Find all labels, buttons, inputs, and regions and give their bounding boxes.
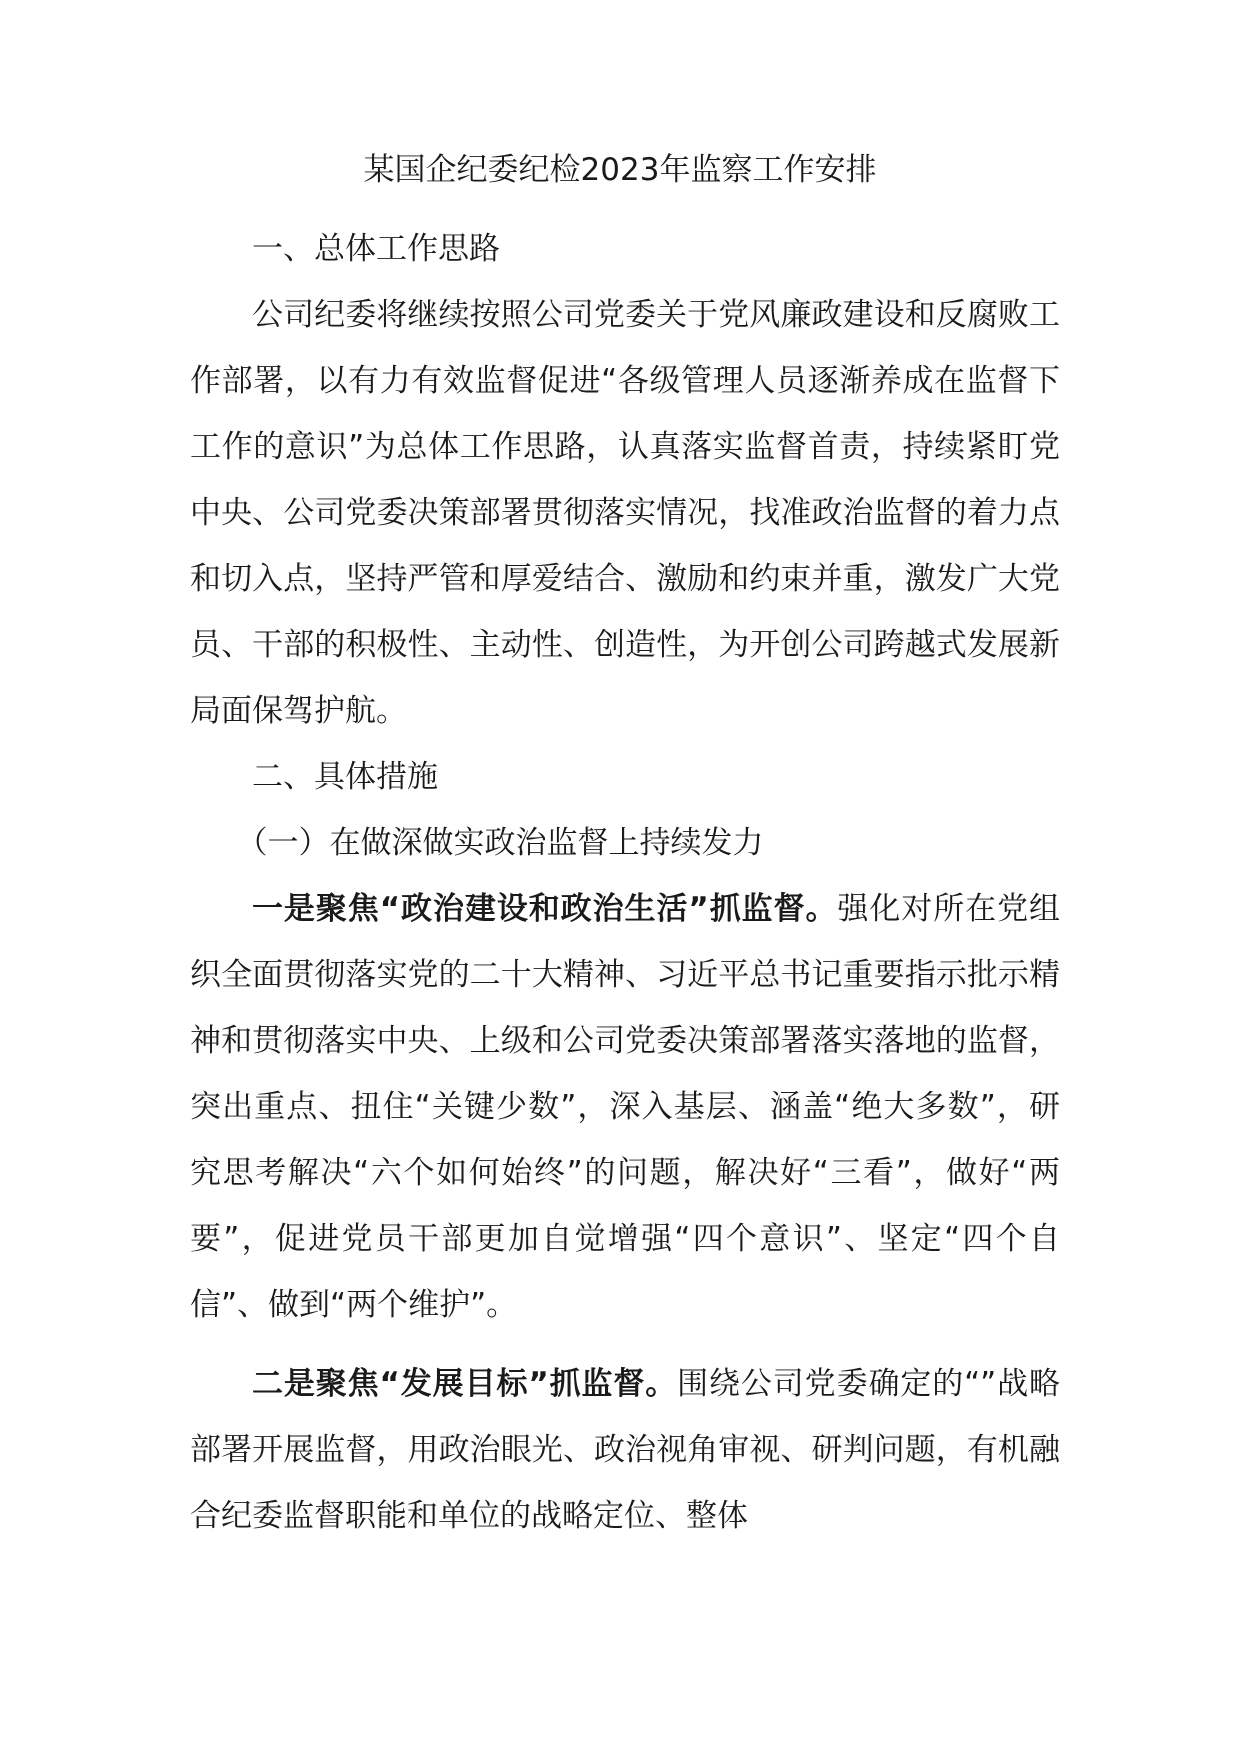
- paragraph-item-political-building: [190, 876, 1060, 1338]
- subsection-heading-political-supervision: （一）在做深做实政治监督上持续发力: [236, 825, 764, 861]
- section-heading-specific-measures: 二、具体措施: [252, 759, 438, 795]
- paragraph-overall-approach: 公司纪委将继续按照公司党委关于党风廉政建设和反腐败工作部署，以有力有效监督促进“各级管理人员逐渐养成在监督下工作的意识”为总体工作思路，认真落实监督首责，持续紧盯党中央、公司党委决策部署贯彻落实情况，找准政治监督的着力点和切入点，坚持严管和厚爱结合、激励和约束并重，激发广大党员、干部的积极性、主动性、创造性，为开创公司跨越式发展新局面保驾护航。: [190, 297, 1060, 729]
- section-heading-overall-approach: 一、总体工作思路: [252, 231, 500, 267]
- item-text-political-building: 强化对所在党组织全面贯彻落实党的二十大精神、习近平总书记重要指示批示精神和贯彻落实中央、上级和公司党委决策部署落实落地的监督，突出重点、扭住“关键少数”，深入基层、涵盖“绝大多数”，研究思考解决“六个如何始终”的问题，解决好“三看”，做好“两要”，促进党员干部更加自觉增强“四个意识”、坚定“四个自信”、做到“两个维护”。: [190, 891, 1061, 1323]
- item-text-development-goals: 围绕公司党委确定的“”战略部署开展监督，用政治眼光、政治视角审视、研判问题，有机融合纪委监督职能和单位的战略定位、整体: [190, 1366, 1060, 1534]
- item-lead-political-building: 一是聚焦“政治建设和政治生活”抓监督。: [252, 891, 838, 927]
- document-title: 某国企纪委纪检2023年监察工作安排: [363, 152, 877, 188]
- item-lead-development-goals: 二是聚焦“发展目标”抓监督。: [252, 1366, 678, 1402]
- document-body: [190, 216, 1060, 1549]
- paragraph-item-development-goals: [190, 1351, 1060, 1549]
